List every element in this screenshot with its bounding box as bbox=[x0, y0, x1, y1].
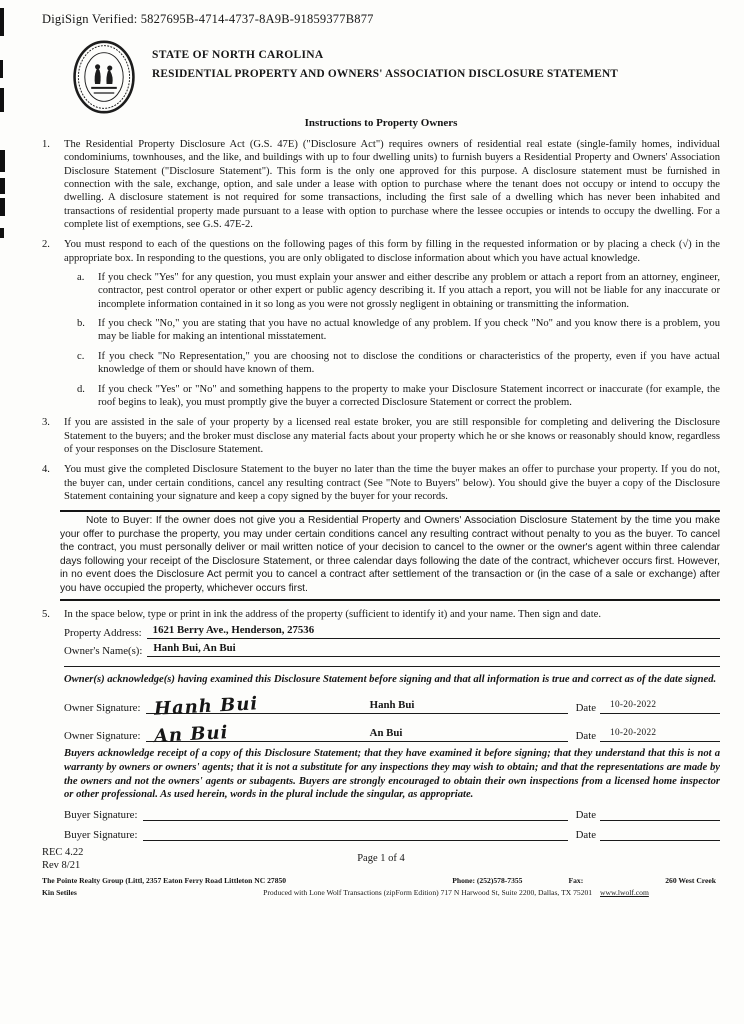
owner-names-row bbox=[64, 642, 720, 657]
instructions-heading: Instructions to Property Owners bbox=[304, 117, 458, 129]
item-text: In the space below, type or print in ink the address of the property (sufficient to identify it) and your name. Then sign and date. bbox=[64, 608, 601, 620]
form-rec-number: REC 4.22 bbox=[42, 847, 84, 859]
owner-acknowledgment: Owner(s) acknowledge(s) having examined this Disclosure Statement before signing and that all information is true and correct as of the date signed. bbox=[64, 674, 717, 686]
item-number: 3. bbox=[42, 417, 50, 429]
item-number: 1. bbox=[42, 139, 50, 150]
owner-signature-field[interactable] bbox=[146, 719, 567, 748]
brokerage-fax: Fax: bbox=[568, 876, 584, 886]
typed-owner-name: An Bui bbox=[369, 727, 403, 740]
property-address-label: Property Address: bbox=[64, 627, 142, 640]
item-text: If you check "No," you are stating that you have no actual knowledge of any problem. If you check "No" and you know there is a problem, you may be liable for making an intentional misstatement. bbox=[98, 318, 720, 343]
owner-date-field[interactable]: 10-20-2022 bbox=[600, 700, 720, 714]
instruction-item-2c bbox=[77, 350, 720, 377]
form-revision-block bbox=[42, 847, 720, 871]
instruction-item-1 bbox=[42, 138, 720, 231]
instruction-item-2 bbox=[42, 238, 720, 409]
document-header bbox=[72, 39, 720, 115]
item-text: If you check "No Representation," you are choosing not to disclose the conditions or characteristics of the property, even if you have actual knowledge of them or should have known of them. bbox=[98, 350, 720, 376]
instruction-item-3 bbox=[42, 416, 720, 456]
owner-signature-label: Owner Signature: bbox=[64, 702, 141, 715]
instruction-item-2a bbox=[77, 271, 720, 311]
buyer-signature-label: Buyer Signature: bbox=[64, 809, 138, 822]
item-text: If you check "Yes" or "No" and something happens to the property to make your Disclosure Statement incorrect or inaccurate (for example, the roof begins to leak), you must promptly give the buyer a corrected Disclosure Statement or correct the problem. bbox=[98, 383, 720, 408]
form-rev-number: Rev 8/21 bbox=[42, 860, 81, 872]
nc-real-estate-commission-seal-icon bbox=[72, 39, 136, 115]
brokerage-phone: Phone: (252)578-7355 bbox=[452, 876, 523, 886]
date-label: Date bbox=[575, 730, 596, 743]
owner-names-label: Owner's Name(s): bbox=[64, 645, 143, 658]
state-heading: STATE OF NORTH CAROLINA bbox=[152, 49, 324, 61]
owner-signature-field[interactable] bbox=[146, 691, 567, 720]
buyer-date-field[interactable] bbox=[600, 827, 720, 841]
owner-signature-label: Owner Signature: bbox=[64, 730, 141, 743]
buyer-signature-field[interactable] bbox=[143, 806, 567, 821]
document-title: RESIDENTIAL PROPERTY AND OWNERS' ASSOCIATION DISCLOSURE STATEMENT bbox=[152, 68, 619, 80]
item-text: If you check "Yes" for any question, you must explain your answer and either describe any problem or attach a report from an attorney, engineer, contractor, pest control operator or other expert or public agency describing it. If you attach a report, you will not be liable for any inaccurate or incomplete information contained in it so long as you were not grossly negligent in obtaining or transmitting the information. bbox=[98, 272, 720, 310]
file-reference: 260 West Creek bbox=[665, 876, 716, 886]
item-number: 5. bbox=[42, 608, 50, 620]
handwritten-signature: Hanh Bui bbox=[153, 693, 260, 720]
item-number: 4. bbox=[42, 464, 50, 476]
buyer-acknowledgment: Buyers acknowledge receipt of a copy of this Disclosure Statement; that they have examined it before signing; that they understand that this is not a warranty by owners or owners' agents; that it is not a substitute for any inspections they may wish to obtain; and that the representations are made by the owners and not the owners' agents or subagents. Buyers are strongly encouraged to obtain their own inspections from a licensed home inspector or other professional. As used herein, words in the plural include the singular, as appropriate. bbox=[64, 748, 720, 801]
blank-continuation-line bbox=[64, 657, 720, 667]
owner-date-field[interactable]: 10-20-2022 bbox=[600, 728, 720, 742]
broker-footer bbox=[42, 875, 720, 898]
property-address-row bbox=[64, 624, 720, 639]
instruction-item-4 bbox=[42, 463, 720, 503]
instruction-item-2d bbox=[77, 383, 720, 410]
lwolf-link[interactable]: www.lwolf.com bbox=[600, 887, 649, 897]
item-text: If you are assisted in the sale of your property by a licensed real estate broker, you are still responsible for completing and delivering the Disclosure Statement to the buyers; and the broker must disclose any material facts about your property which he or she knows or reasonably should know, regardless of your responses on the Disclosure Statement. bbox=[64, 417, 720, 455]
buyer-signature-row bbox=[64, 826, 720, 841]
item-letter: d. bbox=[77, 383, 85, 395]
owner-signature-row bbox=[64, 719, 720, 748]
item-letter: b. bbox=[77, 318, 85, 330]
buyer-date-field[interactable] bbox=[600, 807, 720, 821]
brokerage-name: The Pointe Realty Group (Littl, 2357 Eaton Ferry Road Littleton NC 27850 bbox=[42, 876, 287, 886]
date-label: Date bbox=[575, 829, 596, 842]
item-letter: c. bbox=[77, 350, 85, 362]
owner-names-field[interactable]: Hanh Bui, An Bui bbox=[147, 642, 720, 657]
handwritten-signature: An Bui bbox=[153, 722, 230, 748]
produced-with-text: Produced with Lone Wolf Transactions (zipForm Edition) 717 N Harwood St, Suite 2200, Dallas, TX 75201 bbox=[263, 887, 593, 897]
instruction-item-5 bbox=[42, 608, 720, 621]
date-label: Date bbox=[575, 809, 596, 822]
instruction-item-2b bbox=[77, 317, 720, 344]
item-text: The Residential Property Disclosure Act (G.S. 47E) ("Disclosure Act") requires owners of residential real estate (single-family homes, individual condominiums, townhouses, and the like, and buildings with up to four dwelling units) to furnish buyers a Residential Property and Owners' Association Disclosure Statement ("Disclosure Statement"). This form is the only one approved for this purpose. A disclosure statement must be furnished in connection with the sale, exchange, option, and sale under a lease with option to purchase where the tenant does not occupy or intend to occupy the dwelling. A disclosure statement is not required for some transactions, including the first sale of a dwelling which has never been inhabited and transactions of residential property made pursuant to a lease with option to purchase where the lessee occupies or intends to occupy the dwelling. For a complete list of exemptions, see G.S. 47E-2. bbox=[64, 139, 720, 231]
buyer-signature-label: Buyer Signature: bbox=[64, 829, 138, 842]
buyer-signature-field[interactable] bbox=[143, 826, 567, 841]
agent-name: Kin Setiles bbox=[42, 887, 77, 897]
item-letter: a. bbox=[77, 272, 85, 284]
property-address-field[interactable]: 1621 Berry Ave., Henderson, 27536 bbox=[147, 624, 720, 639]
item-number: 2. bbox=[42, 239, 50, 251]
buyer-signature-row bbox=[64, 806, 720, 821]
digisign-verification: DigiSign Verified: 5827695B-4714-4737-8A9B-91859377B877 bbox=[42, 12, 374, 26]
item-text: You must respond to each of the questions on the following pages of this form by filling in the requested information or by placing a check (√) in the appropriate box. In responding to the questions, you are only obligated to disclose information about which you have actual knowledge. bbox=[64, 239, 720, 264]
page-number: Page 1 of 4 bbox=[357, 853, 405, 865]
note-to-buyer: Note to Buyer: If the owner does not give you a Residential Property and Owners' Association Disclosure Statement by the time you make your offer to purchase the property, you may under certain conditions cancel any resulting contract without penalty to you as the buyer. To cancel the contract, you must personally deliver or mail written notice of your decision to cancel to the owner or the owner's agent within three calendar days following your receipt of the Disclosure Statement, or three calendar days following the date of the contract, whichever occurs first. However, in no event does the Disclosure Act permit you to cancel a contract after settlement of the transaction or (in the case of a sale or exchange) after you have occupied the property, whichever occurs first. bbox=[60, 510, 720, 601]
date-label: Date bbox=[575, 702, 596, 715]
typed-owner-name: Hanh Bui bbox=[369, 699, 415, 712]
item-text: You must give the completed Disclosure Statement to the buyer no later than the time the buyer makes an offer to purchase your property. If you do not, the buyer can, under certain conditions, cancel any resulting contract (See "Note to Buyers" below). You should give the buyer a copy of the Disclosure Statement containing your signature and keep a copy signed by the buyer for your records. bbox=[64, 464, 720, 502]
owner-signature-row bbox=[64, 691, 720, 720]
